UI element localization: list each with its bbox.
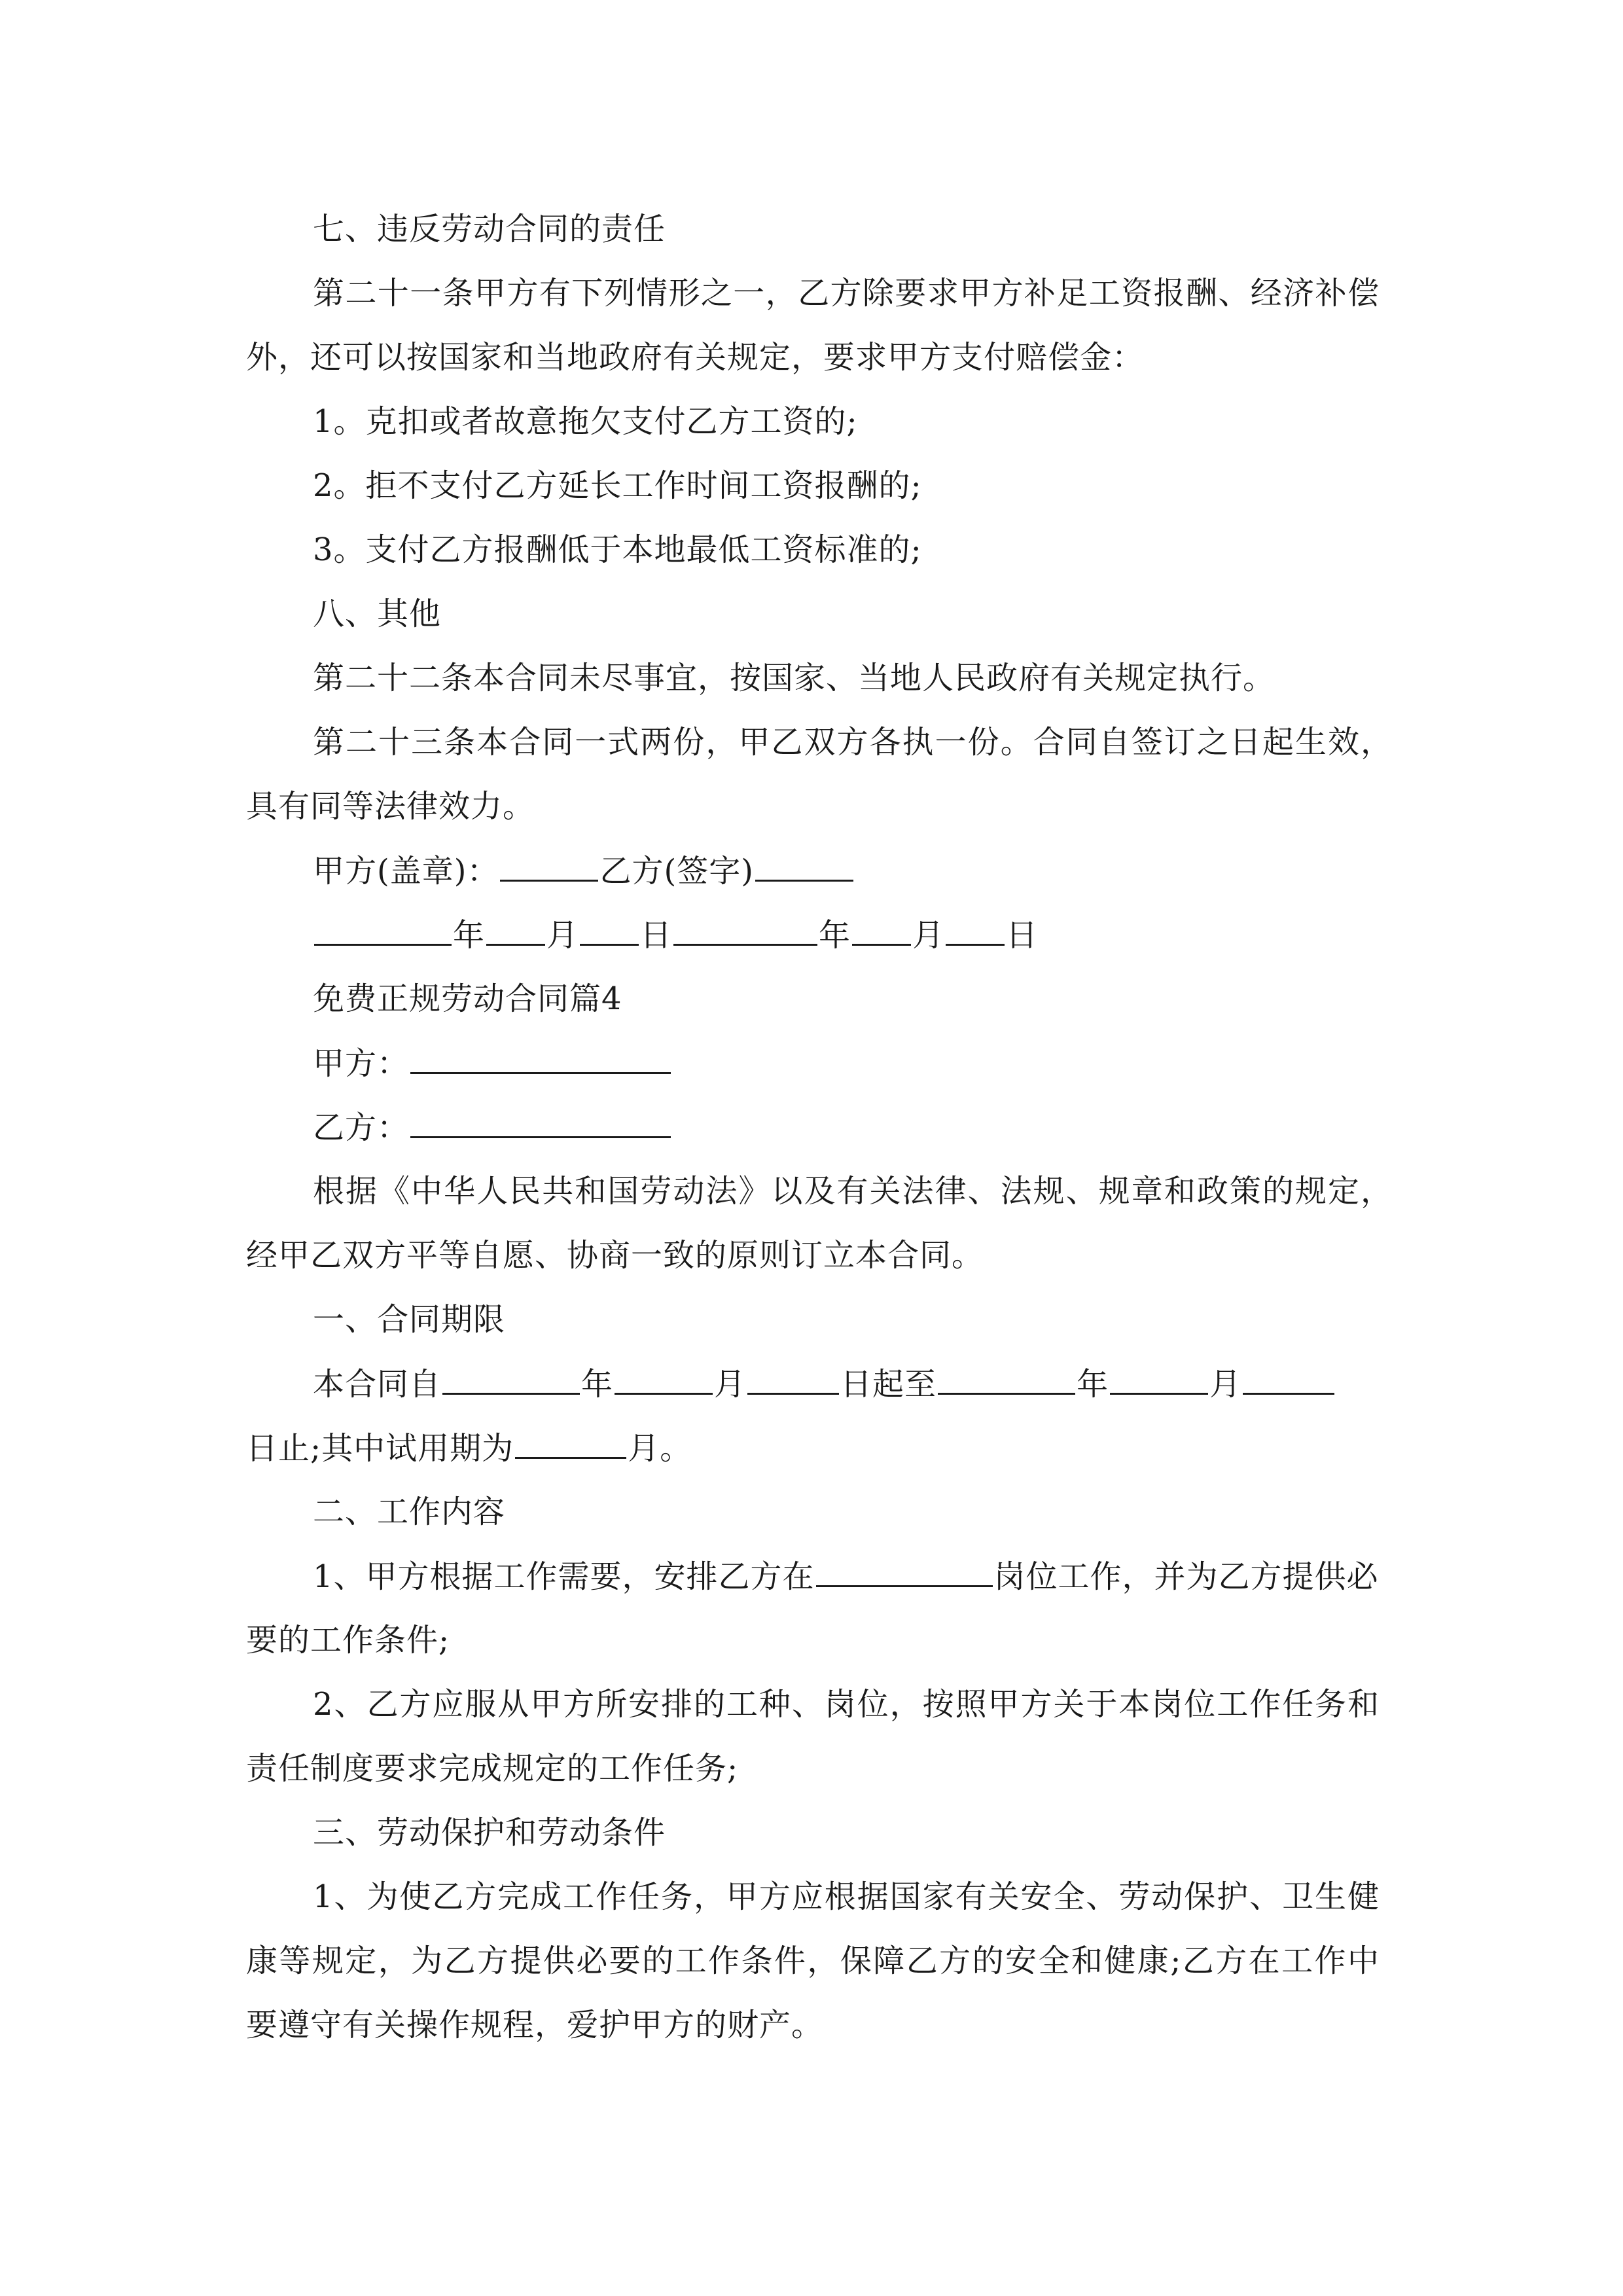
work-item-1-start: 1、甲方根据工作需要，安排乙方在	[313, 1558, 815, 1595]
work-heading: 二、工作内容	[313, 1494, 506, 1530]
party-a-blank[interactable]	[410, 1042, 671, 1074]
term-end-month-blank[interactable]	[1110, 1363, 1208, 1395]
position-blank[interactable]	[816, 1555, 993, 1587]
signature-line	[313, 850, 855, 891]
article-23-line-2: 具有同等法律效力。	[246, 788, 535, 825]
contract-title: 免费正规劳动合同篇4	[313, 980, 622, 1017]
term-end-day-blank[interactable]	[1243, 1363, 1334, 1395]
date-a-year-blank[interactable]	[314, 914, 452, 946]
protect-item-1-line-1: 1、为使乙方完成工作任务，甲方应根据国家有关安全、劳动保护、卫生健	[313, 1878, 1380, 1915]
date-a-month-label: 月	[546, 917, 579, 954]
date-a-day-blank[interactable]	[580, 914, 639, 946]
preamble-line-1: 根据《中华人民共和国劳动法》以及有关法律、法规、规章和政策的规定，	[313, 1173, 1393, 1210]
term-year-label: 年	[581, 1366, 614, 1403]
term-day-from-label: 日起至	[840, 1366, 937, 1403]
party-a-seal-label: 甲方(盖章)：	[313, 853, 499, 889]
list-item-1: 1。克扣或者故意拖欠支付乙方工资的;	[313, 403, 858, 440]
work-item-2-line-2: 责任制度要求完成规定的工作任务;	[246, 1750, 739, 1787]
work-item-1-cont: 要的工作条件;	[246, 1622, 450, 1659]
party-b-label: 乙方：	[313, 1109, 410, 1146]
article-23-line-1: 第二十三条本合同一式两份，甲乙双方各执一份。合同自签订之日起生效，	[313, 724, 1393, 761]
term-month2-label: 月	[1209, 1366, 1242, 1403]
date-b-month-blank[interactable]	[852, 914, 911, 946]
article-22: 第二十二条本合同未尽事宜，按国家、当地人民政府有关规定执行。	[313, 660, 1275, 696]
date-b-day-blank[interactable]	[946, 914, 1005, 946]
protect-item-1-line-3: 要遵守有关操作规程，爱护甲方的财产。	[246, 2007, 824, 2043]
party-b-line	[313, 1106, 672, 1148]
date-b-day-label: 日	[1006, 917, 1039, 954]
date-a-day-label: 日	[640, 917, 673, 954]
article-21-line-1: 第二十一条甲方有下列情形之一，乙方除要求甲方补足工资报酬、经济补偿	[313, 275, 1380, 312]
term-month-label: 月	[714, 1366, 747, 1403]
preamble-line-2: 经甲乙双方平等自愿、协商一致的原则订立本合同。	[246, 1237, 984, 1274]
date-a-month-blank[interactable]	[486, 914, 545, 946]
section-heading-breach: 七、违反劳动合同的责任	[313, 211, 666, 247]
term-heading: 一、合同期限	[313, 1301, 506, 1338]
date-line	[313, 914, 1038, 956]
party-b-blank[interactable]	[410, 1106, 671, 1138]
party-a-label: 甲方：	[313, 1045, 410, 1082]
work-item-1-end: 岗位工作，并为乙方提供必	[993, 1558, 1379, 1595]
date-b-year-label: 年	[819, 917, 851, 954]
term-line-1	[313, 1363, 1336, 1405]
term-line-2	[246, 1427, 692, 1469]
list-item-3: 3。支付乙方报酬低于本地最低工资标准的;	[313, 531, 922, 568]
party-b-sign-blank[interactable]	[755, 850, 853, 882]
work-item-2-line-1: 2、乙方应服从甲方所安排的工种、岗位，按照甲方关于本岗位工作任务和	[313, 1686, 1380, 1723]
term-year2-label: 年	[1077, 1366, 1109, 1403]
section-heading-other: 八、其他	[313, 596, 442, 632]
party-a-seal-blank[interactable]	[500, 850, 598, 882]
article-21-line-2: 外，还可以按国家和当地政府有关规定，要求甲方支付赔偿金：	[246, 339, 1145, 376]
date-a-year-label: 年	[453, 917, 486, 954]
term-start-year-blank[interactable]	[442, 1363, 580, 1395]
list-item-2: 2。拒不支付乙方延长工作时间工资报酬的;	[313, 467, 922, 504]
term-start-label: 本合同自	[313, 1366, 442, 1403]
term-end-year-blank[interactable]	[938, 1363, 1075, 1395]
date-b-year-blank[interactable]	[673, 914, 817, 946]
term-start-day-blank[interactable]	[747, 1363, 839, 1395]
term-start-month-blank[interactable]	[615, 1363, 713, 1395]
party-a-line	[313, 1042, 672, 1084]
probation-month-label: 月。	[628, 1430, 692, 1467]
protect-item-1-line-2: 康等规定，为乙方提供必要的工作条件，保障乙方的安全和健康;乙方在工作中	[246, 1943, 1380, 1979]
protect-heading: 三、劳动保护和劳动条件	[313, 1814, 666, 1851]
term-end-label: 日止;其中试用期为	[246, 1430, 514, 1467]
date-b-month-label: 月	[912, 917, 945, 954]
party-b-sign-label: 乙方(签字)	[599, 853, 754, 889]
probation-months-blank[interactable]	[515, 1427, 626, 1459]
work-item-1	[313, 1555, 1379, 1597]
